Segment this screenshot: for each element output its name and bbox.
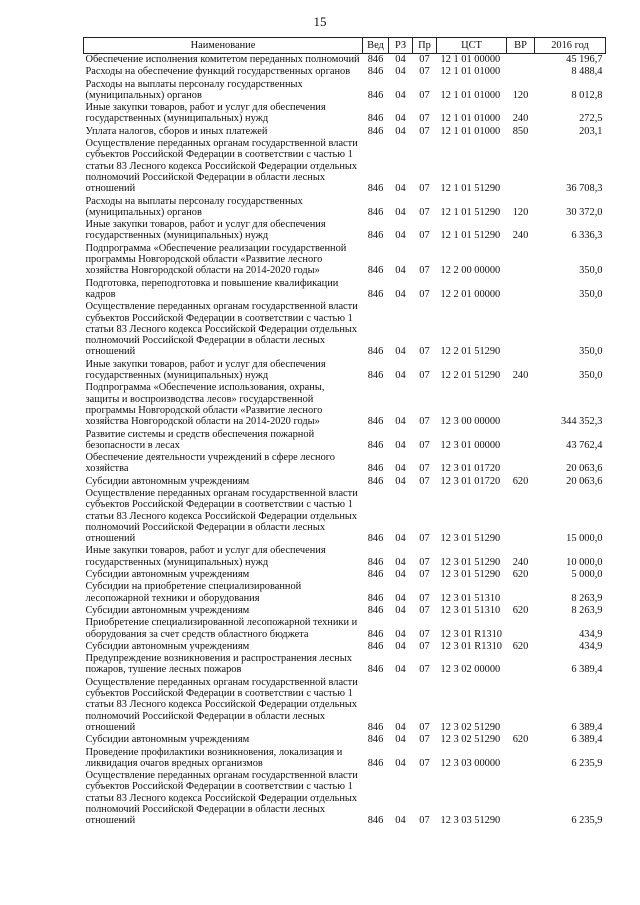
- table-row: [84, 569, 606, 581]
- table-row: [84, 126, 606, 138]
- row-cst: 12 3 01 51290: [440, 556, 501, 568]
- row-ved: 846: [367, 206, 384, 218]
- row-name: Субсидии на приобретение специализированной лесопожарной техники и оборудования: [85, 581, 302, 604]
- row-rz: 04: [395, 265, 406, 277]
- row-ved: 846: [367, 475, 384, 487]
- row-pr: 07: [419, 265, 430, 277]
- table-row: [84, 653, 606, 677]
- row-name: Уплата налогов, сборов и иных платежей: [85, 125, 268, 137]
- row-cst: 12 3 02 00000: [440, 664, 501, 676]
- table-header-row: [84, 38, 606, 54]
- row-vr: [507, 278, 535, 302]
- row-rz: 04: [395, 533, 406, 545]
- row-name: Иные закупки товаров, работ и услуг для обеспечения государственных (муниципальных) нужд: [85, 545, 326, 568]
- row-vr: [507, 429, 535, 453]
- row-vr: 120: [512, 89, 529, 101]
- row-ved: 846: [367, 89, 384, 101]
- table-row: [84, 545, 606, 569]
- row-name: Осуществление переданных органам государственной власти субъектов Российской Федерации в соответствии с частью 1 статьи 83 Лесного кодекса Российской Федерации отдельных полномочий Российской Федерации в области лесных отношений: [85, 770, 358, 827]
- row-rz: 04: [395, 757, 406, 769]
- row-rz: 04: [395, 416, 406, 428]
- row-sum: 8 488,4: [571, 66, 603, 78]
- row-vr: [507, 382, 535, 428]
- row-rz: 04: [395, 66, 406, 78]
- row-sum: 6 235,9: [571, 815, 603, 827]
- row-ved: 846: [367, 463, 384, 475]
- row-sum: 6 389,4: [571, 664, 603, 676]
- row-name: Приобретение специализированной лесопожарной техники и оборудования за счет средств областного бюджета: [85, 617, 358, 640]
- table-row: [84, 196, 606, 220]
- row-cst: 12 3 03 51290: [440, 815, 501, 827]
- row-ved: 846: [367, 628, 384, 640]
- row-pr: 07: [419, 113, 430, 125]
- row-rz: 04: [395, 640, 406, 652]
- table-row: [84, 581, 606, 605]
- row-name: Проведение профилактики возникновения, локализация и ликвидация очагов вредных организмов: [85, 746, 343, 769]
- row-name: Субсидии автономным учреждениям: [85, 640, 250, 652]
- row-vr: [507, 770, 535, 827]
- row-ved: 846: [367, 288, 384, 300]
- row-vr: 620: [512, 734, 529, 746]
- row-rz: 04: [395, 113, 406, 125]
- row-sum: 6 235,9: [571, 757, 603, 769]
- row-pr: 07: [419, 183, 430, 195]
- header-cst: ЦСТ: [437, 38, 507, 54]
- row-rz: 04: [395, 721, 406, 733]
- row-ved: 846: [367, 265, 384, 277]
- row-ved: 846: [367, 183, 384, 195]
- row-pr: 07: [419, 592, 430, 604]
- row-sum: 434,9: [579, 640, 603, 652]
- row-pr: 07: [419, 475, 430, 487]
- row-vr: [507, 66, 535, 78]
- row-pr: 07: [419, 664, 430, 676]
- row-cst: 12 3 02 51290: [440, 734, 501, 746]
- row-cst: 12 3 01 R1310: [440, 628, 502, 640]
- row-vr: [507, 138, 535, 195]
- row-sum: 350,0: [579, 265, 603, 277]
- row-pr: 07: [419, 569, 430, 581]
- row-pr: 07: [419, 125, 430, 137]
- row-cst: 12 3 01 51290: [440, 533, 501, 545]
- row-cst: 12 2 01 51290: [440, 346, 501, 358]
- row-vr: 620: [512, 604, 529, 616]
- row-sum: 8 012,8: [571, 89, 603, 101]
- row-ved: 846: [367, 664, 384, 676]
- row-ved: 846: [367, 66, 384, 78]
- row-ved: 846: [367, 54, 384, 65]
- row-cst: 12 2 01 51290: [440, 370, 501, 382]
- row-ved: 846: [367, 757, 384, 769]
- row-ved: 846: [367, 230, 384, 242]
- row-vr: 120: [512, 206, 529, 218]
- row-cst: 12 3 01 01720: [440, 475, 501, 487]
- table-row: [84, 138, 606, 195]
- row-pr: 07: [419, 757, 430, 769]
- row-name: Осуществление переданных органам государственной власти субъектов Российской Федерации в соответствии с частью 1 статьи 83 Лесного кодекса Российской Федерации отдельных полномочий Российской Федерации в области лесных отношений: [85, 301, 358, 358]
- table-row: [84, 382, 606, 428]
- row-name: Субсидии автономным учреждениям: [85, 475, 250, 487]
- row-sum: 8 263,9: [571, 604, 603, 616]
- row-sum: 30 372,0: [566, 206, 603, 218]
- row-sum: 434,9: [579, 628, 603, 640]
- row-vr: 240: [512, 556, 529, 568]
- row-cst: 12 1 01 51290: [440, 206, 501, 218]
- row-cst: 12 1 01 01000: [440, 89, 501, 101]
- row-ved: 846: [367, 640, 384, 652]
- row-ved: 846: [367, 592, 384, 604]
- row-rz: 04: [395, 183, 406, 195]
- row-ved: 846: [367, 416, 384, 428]
- row-sum: 344 352,3: [560, 416, 603, 428]
- row-pr: 07: [419, 628, 430, 640]
- row-pr: 07: [419, 206, 430, 218]
- row-sum: 350,0: [579, 288, 603, 300]
- row-rz: 04: [395, 569, 406, 581]
- table-row: [84, 359, 606, 383]
- row-rz: 04: [395, 463, 406, 475]
- row-name: Осуществление переданных органам государственной власти субъектов Российской Федерации в соответствии с частью 1 статьи 83 Лесного кодекса Российской Федерации отдельных полномочий Российской Федерации в области лесных отношений: [85, 676, 358, 733]
- row-rz: 04: [395, 89, 406, 101]
- row-rz: 04: [395, 230, 406, 242]
- row-vr: 240: [512, 370, 529, 382]
- row-vr: [507, 301, 535, 358]
- table-row: [84, 747, 606, 771]
- row-sum: 20 063,6: [566, 475, 603, 487]
- row-name: Развитие системы и средств обеспечения пожарной безопасности в лесах: [85, 428, 315, 451]
- row-rz: 04: [395, 54, 406, 65]
- row-cst: 12 2 01 00000: [440, 288, 501, 300]
- table-row: [84, 278, 606, 302]
- row-name: Расходы на выплаты персоналу государственных (муниципальных) органов: [85, 78, 303, 101]
- header-pr: Пр: [413, 38, 437, 54]
- row-sum: 8 263,9: [571, 592, 603, 604]
- table-row: [84, 54, 606, 67]
- row-sum: 10 000,0: [566, 556, 603, 568]
- row-cst: 12 1 01 01000: [440, 66, 501, 78]
- row-sum: 36 708,3: [566, 183, 603, 195]
- row-rz: 04: [395, 664, 406, 676]
- row-cst: 12 1 01 01000: [440, 125, 501, 137]
- row-name: Субсидии автономным учреждениям: [85, 604, 250, 616]
- row-ved: 846: [367, 533, 384, 545]
- row-rz: 04: [395, 125, 406, 137]
- row-name: Обеспечение исполнения комитетом переданных полномочий: [85, 54, 360, 65]
- table-body: [84, 54, 606, 828]
- table-row: [84, 488, 606, 545]
- row-sum: 43 762,4: [566, 439, 603, 451]
- row-vr: [507, 54, 535, 67]
- table-row: [84, 641, 606, 653]
- row-cst: 12 1 01 01000: [440, 113, 501, 125]
- row-ved: 846: [367, 113, 384, 125]
- row-rz: 04: [395, 439, 406, 451]
- budget-table: [83, 37, 606, 828]
- table-row: [84, 677, 606, 734]
- table-row: [84, 770, 606, 827]
- row-pr: 07: [419, 734, 430, 746]
- table-row: [84, 605, 606, 617]
- row-name: Иные закупки товаров, работ и услуг для обеспечения государственных (муниципальных) нужд: [85, 358, 326, 382]
- table-row: [84, 452, 606, 476]
- row-ved: 846: [367, 604, 384, 616]
- row-pr: 07: [419, 288, 430, 300]
- row-ved: 846: [367, 721, 384, 733]
- row-cst: 12 3 02 51290: [440, 721, 501, 733]
- row-vr: [507, 452, 535, 476]
- row-vr: [507, 677, 535, 734]
- row-pr: 07: [419, 230, 430, 242]
- table-row: [84, 617, 606, 641]
- table-row: [84, 102, 606, 126]
- header-vr: ВР: [507, 38, 535, 54]
- row-pr: 07: [419, 604, 430, 616]
- row-pr: 07: [419, 640, 430, 652]
- row-sum: 15 000,0: [566, 533, 603, 545]
- page-number: 15: [313, 14, 327, 29]
- row-ved: 846: [367, 346, 384, 358]
- row-cst: 12 1 01 51290: [440, 230, 501, 242]
- row-rz: 04: [395, 734, 406, 746]
- row-cst: 12 3 00 00000: [440, 416, 501, 428]
- row-name: Обеспечение деятельности учреждений в сфере лесного хозяйства: [85, 452, 335, 475]
- table-row: [84, 79, 606, 103]
- table-row: [84, 301, 606, 358]
- row-vr: 850: [512, 125, 529, 137]
- row-vr: 620: [512, 569, 529, 581]
- row-rz: 04: [395, 592, 406, 604]
- table-row: [84, 429, 606, 453]
- row-rz: 04: [395, 815, 406, 827]
- row-vr: 620: [512, 640, 529, 652]
- row-vr: [507, 653, 535, 677]
- row-sum: 20 063,6: [566, 463, 603, 475]
- row-vr: 240: [512, 113, 529, 125]
- row-pr: 07: [419, 721, 430, 733]
- row-name: Подпрограмма «Обеспечение использования, охраны, защиты и воспроизводства лесов» государственной программы Новгородской области «Развитие лесного хозяйства Новгородской области на 2014-2020 годы»: [85, 382, 325, 428]
- header-rz: РЗ: [389, 38, 413, 54]
- row-cst: 12 3 01 00000: [440, 439, 501, 451]
- row-sum: 203,1: [579, 125, 603, 137]
- header-name: Наименование: [84, 38, 363, 54]
- row-pr: 07: [419, 416, 430, 428]
- header-ved: Вед: [363, 38, 389, 54]
- row-pr: 07: [419, 54, 430, 65]
- row-name: Расходы на обеспечение функций государственных органов: [85, 66, 351, 78]
- row-name: Подготовка, переподготовка и повышение квалификации кадров: [85, 277, 339, 300]
- row-pr: 07: [419, 533, 430, 545]
- row-vr: [507, 747, 535, 771]
- row-cst: 12 1 01 00000: [440, 54, 501, 65]
- row-name: Иные закупки товаров, работ и услуг для обеспечения государственных (муниципальных) нужд: [85, 102, 326, 125]
- row-cst: 12 3 01 51310: [440, 592, 501, 604]
- row-ved: 846: [367, 439, 384, 451]
- row-pr: 07: [419, 556, 430, 568]
- row-cst: 12 3 01 R1310: [440, 640, 502, 652]
- table-row: [84, 219, 606, 243]
- row-pr: 07: [419, 66, 430, 78]
- row-rz: 04: [395, 475, 406, 487]
- row-cst: 12 3 03 00000: [440, 757, 501, 769]
- row-sum: 6 336,3: [571, 230, 603, 242]
- row-name: Субсидии автономным учреждениям: [85, 569, 250, 581]
- row-sum: 350,0: [579, 370, 603, 382]
- row-name: Расходы на выплаты персоналу государственных (муниципальных) органов: [85, 195, 303, 218]
- header-year: 2016 год: [535, 38, 606, 54]
- row-pr: 07: [419, 815, 430, 827]
- row-ved: 846: [367, 734, 384, 746]
- row-name: Предупреждение возникновения и распространения лесных пожаров, тушение лесных пожаров: [85, 653, 352, 676]
- row-ved: 846: [367, 815, 384, 827]
- row-cst: 12 1 01 51290: [440, 183, 501, 195]
- row-pr: 07: [419, 370, 430, 382]
- row-pr: 07: [419, 439, 430, 451]
- row-vr: 620: [512, 475, 529, 487]
- row-sum: 350,0: [579, 346, 603, 358]
- row-vr: [507, 581, 535, 605]
- row-rz: 04: [395, 288, 406, 300]
- table-row: [84, 66, 606, 78]
- row-name: Осуществление переданных органам государственной власти субъектов Российской Федерации в соответствии с частью 1 статьи 83 Лесного кодекса Российской Федерации отдельных полномочий Российской Федерации в области лесных отношений: [85, 487, 358, 545]
- row-name: Иные закупки товаров, работ и услуг для обеспечения государственных (муниципальных) нужд: [85, 219, 326, 242]
- row-pr: 07: [419, 346, 430, 358]
- row-ved: 846: [367, 556, 384, 568]
- row-vr: 240: [512, 230, 529, 242]
- row-sum: 5 000,0: [571, 569, 603, 581]
- row-cst: 12 3 01 51290: [440, 569, 501, 581]
- row-rz: 04: [395, 370, 406, 382]
- row-cst: 12 3 01 51310: [440, 604, 501, 616]
- table-row: [84, 476, 606, 488]
- row-pr: 07: [419, 89, 430, 101]
- row-name: Субсидии автономным учреждениям: [85, 734, 250, 746]
- row-name: Осуществление переданных органам государственной власти субъектов Российской Федерации в соответствии с частью 1 статьи 83 Лесного кодекса Российской Федерации отдельных полномочий Российской Федерации в области лесных отношений: [85, 138, 358, 195]
- row-rz: 04: [395, 346, 406, 358]
- row-rz: 04: [395, 556, 406, 568]
- row-sum: 6 389,4: [571, 721, 603, 733]
- row-ved: 846: [367, 125, 384, 137]
- row-vr: [507, 617, 535, 641]
- row-rz: 04: [395, 604, 406, 616]
- row-sum: 272,5: [579, 113, 603, 125]
- row-cst: 12 3 01 01720: [440, 463, 501, 475]
- row-ved: 846: [367, 569, 384, 581]
- row-vr: [507, 243, 535, 278]
- row-sum: 6 389,4: [571, 734, 603, 746]
- row-sum: 45 196,7: [566, 54, 603, 65]
- table-row: [84, 734, 606, 746]
- row-rz: 04: [395, 206, 406, 218]
- row-rz: 04: [395, 628, 406, 640]
- row-cst: 12 2 00 00000: [440, 265, 501, 277]
- table-row: [84, 243, 606, 278]
- row-ved: 846: [367, 370, 384, 382]
- row-pr: 07: [419, 463, 430, 475]
- row-name: Подпрограмма «Обеспечение реализации государственной программы Новгородской области «Развитие лесного хозяйства Новгородской области на 2014-2020 годы»: [85, 242, 347, 277]
- row-vr: [507, 488, 535, 545]
